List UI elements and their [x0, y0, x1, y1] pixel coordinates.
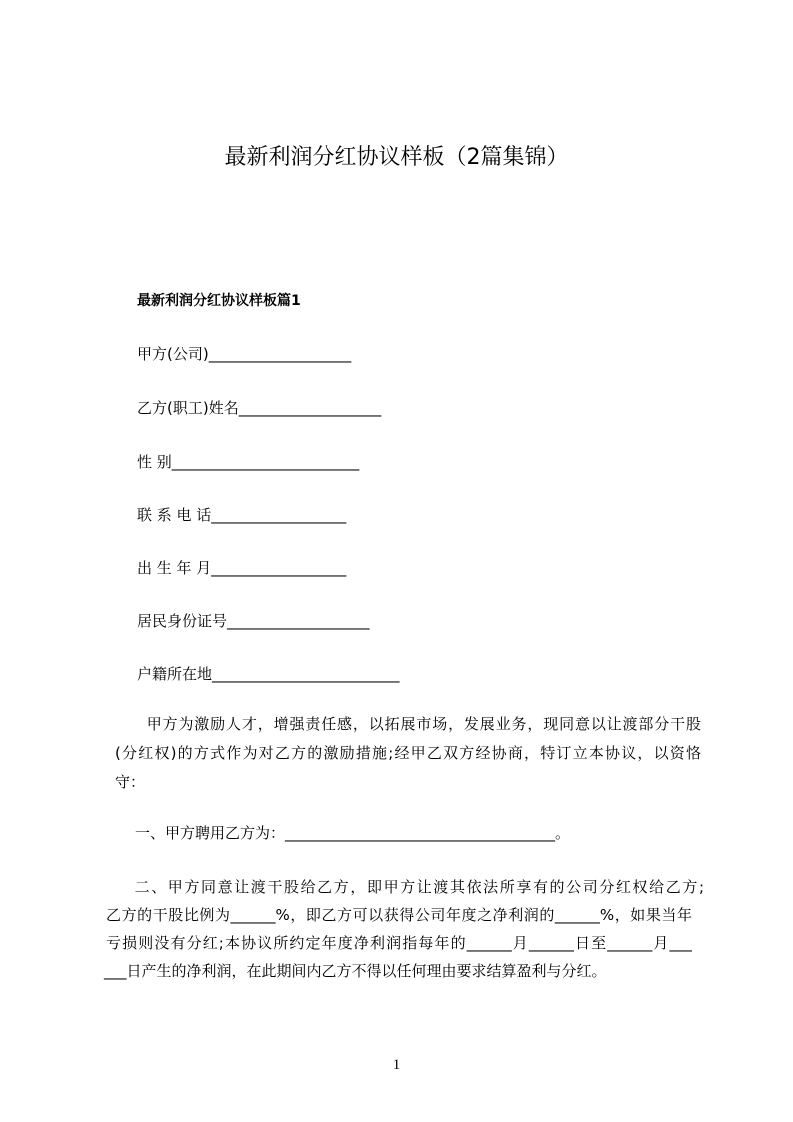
clause-2-line: 亏损则没有分红;本协议所约定年度净利润指每年的______月______日至______月___ — [106, 934, 692, 952]
clause-2-line: 二、甲方同意让渡干股给乙方，即甲方让渡其依法所享有的公司分红权给乙方; — [118, 878, 704, 896]
intro-line: 甲方为激励人才，增强责任感，以拓展市场，发展业务，现同意以让渡部分干股 — [115, 715, 701, 733]
field-phone: 联 系 电 话__________________ — [137, 506, 347, 524]
section-heading: 最新利润分红协议样板篇1 — [137, 293, 301, 309]
clause-2-line: ___日产生的净利润，在此期间内乙方不得以任何理由要求结算盈利与分红。 — [104, 962, 607, 980]
clause-2-line: 乙方的干股比例为______%，即乙方可以获得公司年度之净利润的______%，如果当年 — [106, 906, 692, 924]
intro-line: (分红权)的方式作为对乙方的激励措施;经甲乙双方经协商，特订立本协议，以资恪 — [115, 744, 701, 762]
document-title: 最新利润分红协议样板（2篇集锦） — [224, 145, 569, 170]
field-id-number: 居民身份证号___________________ — [137, 612, 370, 630]
field-party-b-name: 乙方(职工)姓名___________________ — [137, 399, 382, 417]
clause-1: 一、甲方聘用乙方为：____________________________________。 — [120, 824, 571, 842]
field-party-a: 甲方(公司)___________________ — [137, 345, 352, 363]
field-residence: 户籍所在地_________________________ — [137, 665, 400, 683]
field-gender: 性 别_________________________ — [137, 453, 360, 471]
intro-line: 守： — [115, 773, 146, 791]
field-birth: 出 生 年 月__________________ — [137, 559, 347, 577]
page-number: 1 — [392, 1057, 401, 1073]
